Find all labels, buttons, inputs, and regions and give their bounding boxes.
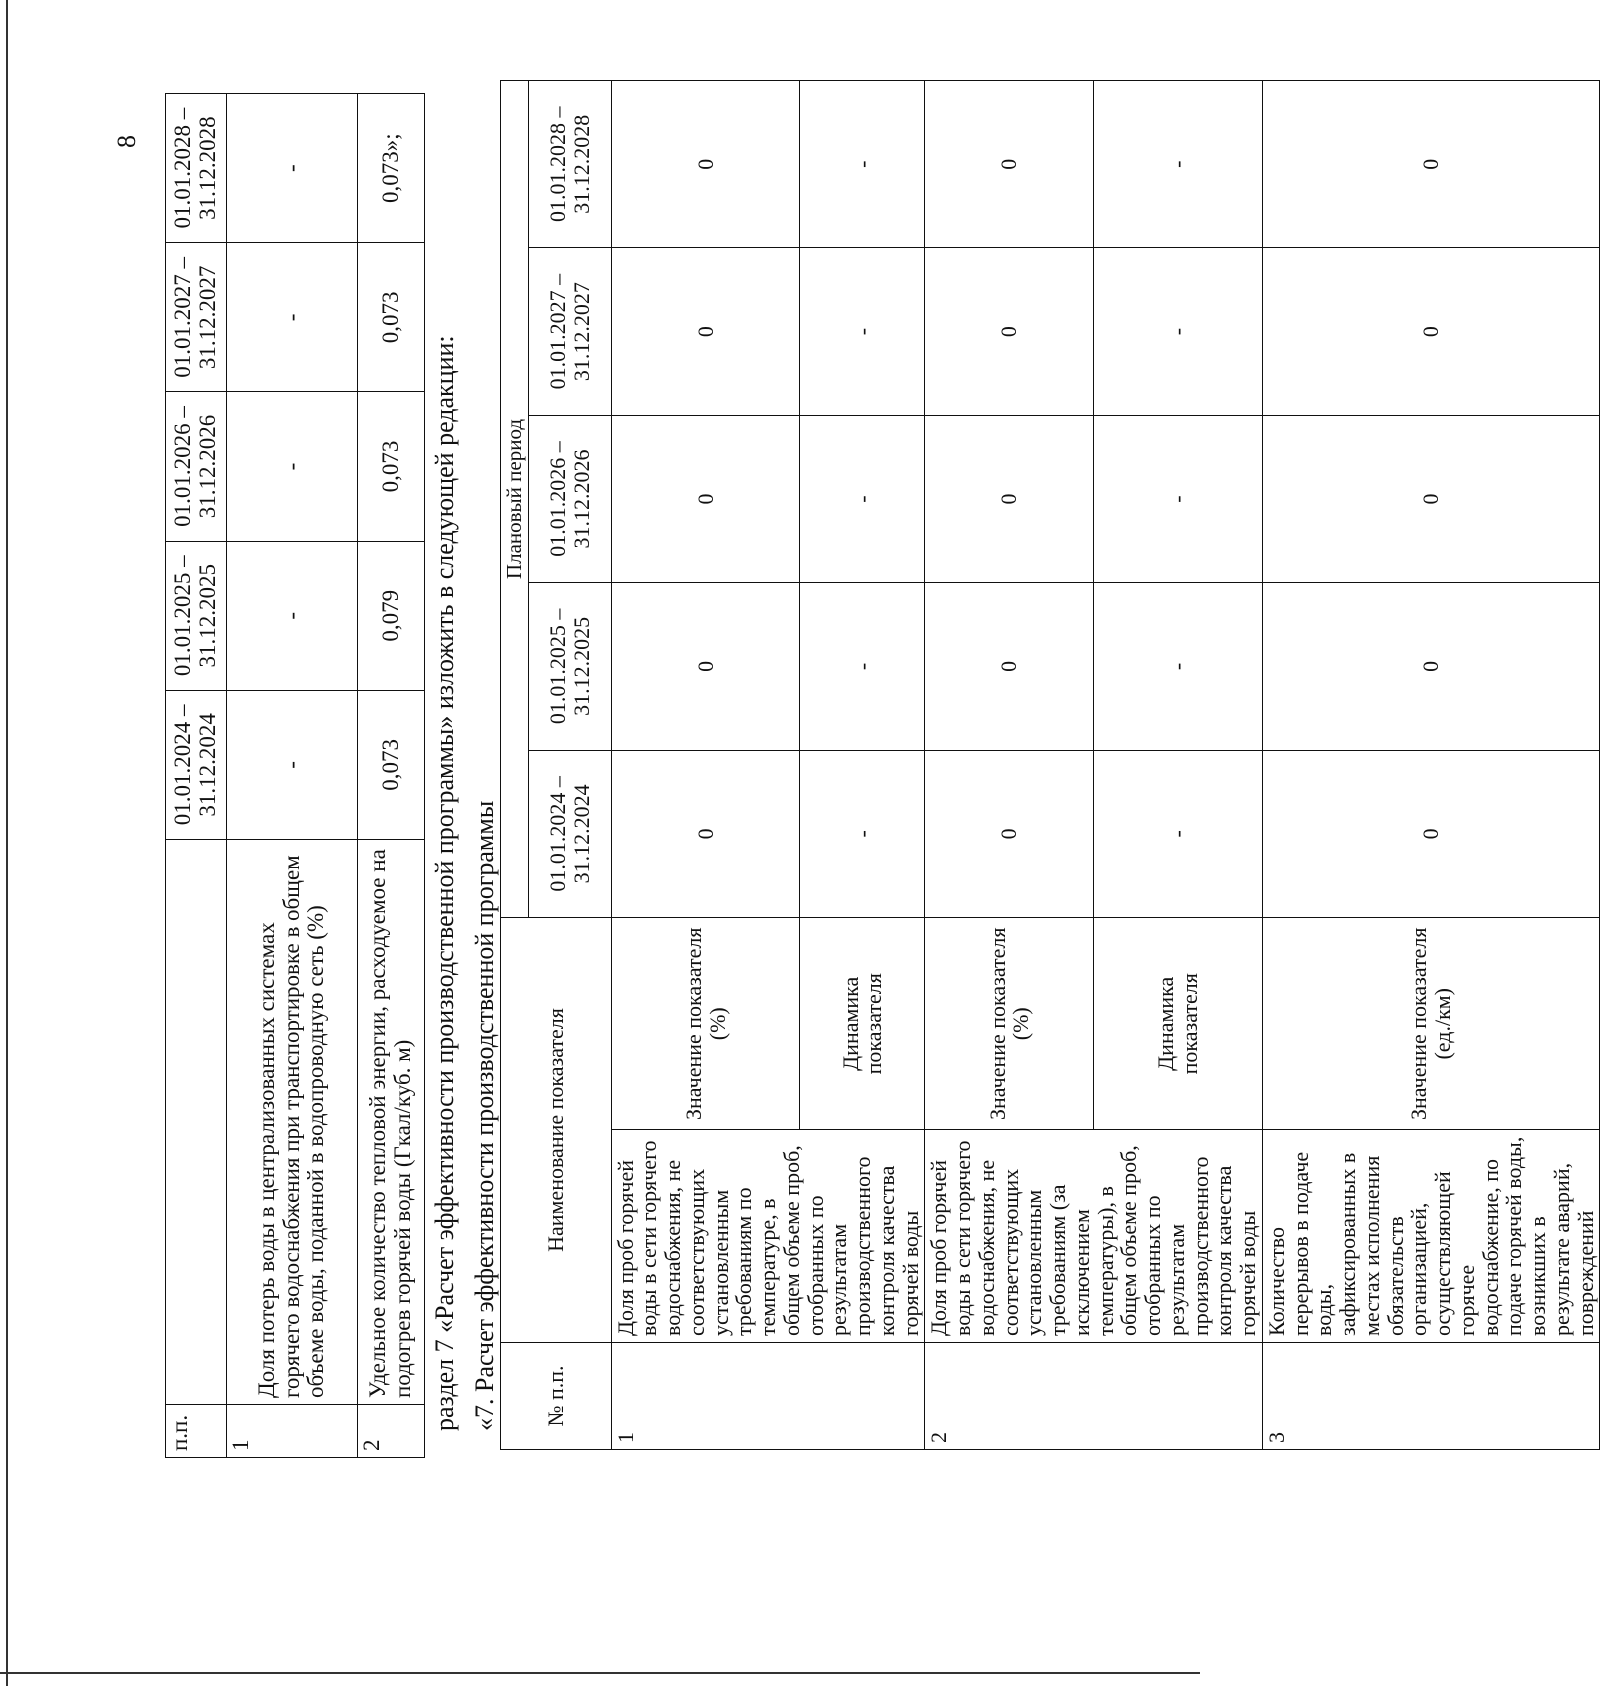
value-cell: 0,073 <box>358 392 425 541</box>
row-number: 2 <box>358 1405 425 1458</box>
value-cell: - <box>1094 81 1263 248</box>
table-row <box>227 94 358 1458</box>
section-heading: «7. Расчет эффективности производственной программы <box>470 800 499 1431</box>
indicator-name: Количество перерывов в подаче воды, зафиксированных в местах исполнения обязательств организацией, осуществляющей горячее водоснабжение, по подаче горячей воды, возникших в результате аварий, повреждений <box>1262 1130 1600 1343</box>
value-cell: - <box>227 392 358 541</box>
amendment-paragraph: раздел 7 «Расчет эффективности производственной программы» изложить в следующей редакции: <box>430 335 459 1431</box>
value-cell: 0 <box>1262 583 1600 750</box>
value-cell: 0 <box>1262 81 1600 248</box>
value-cell: 0 <box>611 248 800 415</box>
value-cell: 0 <box>611 415 800 582</box>
value-cell: - <box>1094 415 1263 582</box>
header-period-cell: 01.01.2028 – 31.12.2028 <box>528 81 611 248</box>
header-num-cell: № п.п. <box>501 1343 612 1450</box>
value-cell: - <box>1094 583 1263 750</box>
header-period-cell: 01.01.2027 – 31.12.2027 <box>166 243 227 392</box>
indicator-type: Динамика показателя <box>800 918 925 1131</box>
table-header-row <box>166 94 227 1458</box>
header-period-cell: 01.01.2026 – 31.12.2026 <box>528 415 611 582</box>
value-cell: 0 <box>925 750 1094 917</box>
value-cell: 0,079 <box>358 541 425 690</box>
header-num-cell: п.п. <box>166 1405 227 1458</box>
indicator-name: Удельное количество тепловой энергии, расходуемое на подогрев горячей воды (Гкал/куб. м) <box>358 840 425 1405</box>
header-period-cell: 01.01.2028 – 31.12.2028 <box>166 94 227 243</box>
row-number: 1 <box>227 1405 358 1458</box>
program-efficiency-table <box>500 80 1600 1450</box>
indicator-name: Доля потерь воды в централизованных системах горячего водоснабжения при транспортировке в общем объеме воды, поданной в водопроводную сеть (%) <box>227 840 358 1405</box>
header-name-cell <box>166 840 227 1405</box>
table-header-row <box>501 81 529 1450</box>
value-cell: 0 <box>611 81 800 248</box>
value-cell: 0 <box>925 248 1094 415</box>
indicator-type: Значение показателя (%) <box>925 918 1094 1131</box>
value-cell: - <box>1094 248 1263 415</box>
value-cell: - <box>227 541 358 690</box>
header-name-cell: Наименование показателя <box>501 918 612 1343</box>
header-period-cell: 01.01.2024 – 31.12.2024 <box>166 690 227 839</box>
table-row <box>358 94 425 1458</box>
indicator-name: Доля проб горячей воды в сети горячего водоснабжения, не соответствующих установленным требованиям (за исключением температуры), в общем объеме проб, отобранных по результатам производственного контроля качества горячей воды <box>925 1130 1263 1343</box>
table-row <box>1262 81 1600 1450</box>
indicator-name: Доля проб горячей воды в сети горячего водоснабжения, не соответствующих установленным требованиям по температуре, в общем объеме проб, отобранных по результатам производственного контроля качества горячей воды <box>611 1130 925 1343</box>
value-cell: 0,073 <box>358 243 425 392</box>
value-cell: - <box>227 243 358 392</box>
value-cell: - <box>1094 750 1263 917</box>
row-number: 1 <box>611 1343 925 1450</box>
value-cell: 0,073 <box>358 690 425 839</box>
value-cell: - <box>227 94 358 243</box>
plan-period-header: Плановый период <box>501 81 529 918</box>
value-cell: - <box>800 750 925 917</box>
value-cell: - <box>800 81 925 248</box>
value-cell: 0 <box>611 750 800 917</box>
row-number: 3 <box>1262 1343 1600 1450</box>
hot-water-losses-table <box>165 93 425 1458</box>
value-cell: 0 <box>925 583 1094 750</box>
header-period-cell: 01.01.2025 – 31.12.2025 <box>528 583 611 750</box>
indicator-type: Динамика показателя <box>1094 918 1263 1131</box>
value-cell: 0 <box>1262 248 1600 415</box>
value-cell: - <box>800 415 925 582</box>
header-period-cell: 01.01.2024 – 31.12.2024 <box>528 750 611 917</box>
value-cell: - <box>800 248 925 415</box>
page-number: 8 <box>112 135 141 148</box>
value-cell: 0 <box>611 583 800 750</box>
value-cell: 0 <box>925 415 1094 582</box>
value-cell: 0 <box>1262 415 1600 582</box>
value-cell: - <box>227 690 358 839</box>
table-row <box>925 81 1094 1450</box>
row-number: 2 <box>925 1343 1263 1450</box>
header-period-cell: 01.01.2025 – 31.12.2025 <box>166 541 227 690</box>
header-period-cell: 01.01.2026 – 31.12.2026 <box>166 392 227 541</box>
table-row <box>611 81 800 1450</box>
header-period-cell: 01.01.2027 – 31.12.2027 <box>528 248 611 415</box>
indicator-type: Значение показателя (ед./км) <box>1262 918 1600 1131</box>
value-cell: 0 <box>925 81 1094 248</box>
value-cell: - <box>800 583 925 750</box>
indicator-type: Значение показателя (%) <box>611 918 800 1131</box>
value-cell: 0 <box>1262 750 1600 917</box>
value-cell: 0,073»; <box>358 94 425 243</box>
